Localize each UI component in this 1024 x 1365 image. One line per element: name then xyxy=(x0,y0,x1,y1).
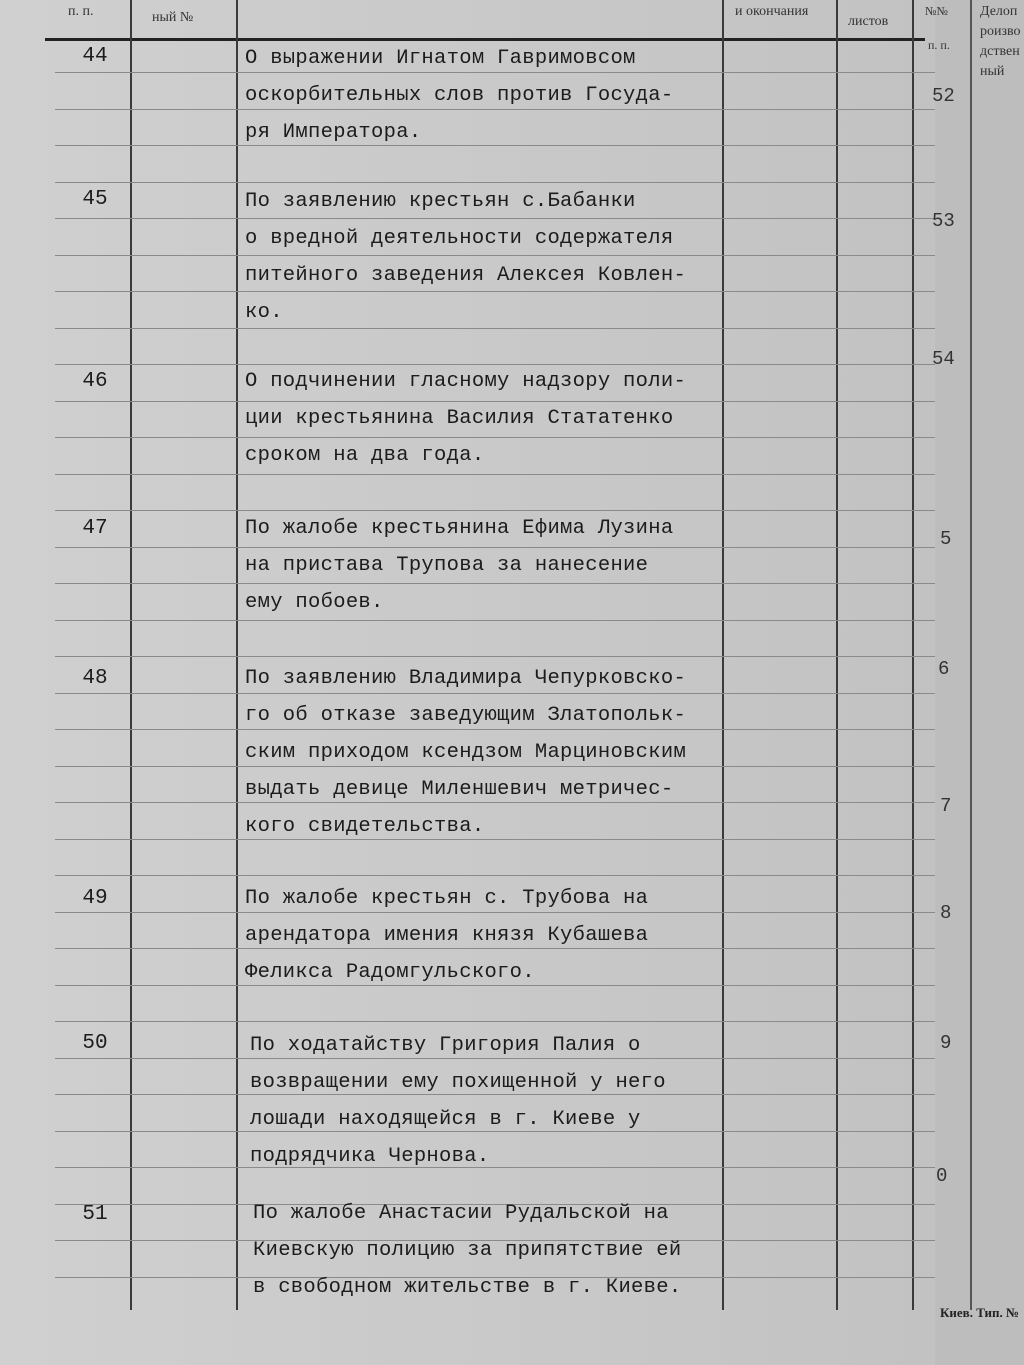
header-index: ный № xyxy=(152,10,194,25)
row-text: По ходатайству Григория Палия о возвращении ему похищенной у него лошади находящейся в г. Киеве у подрядчика Чернова. xyxy=(250,1034,666,1168)
row-text: О выражении Игнатом Гавримовсом оскорбительных слов против Госуда- ря Императора. xyxy=(245,47,674,144)
header-right-clerk: Делопроизводственный xyxy=(980,4,1021,79)
margin-number: 5 xyxy=(940,528,952,550)
header-num: п. п. xyxy=(68,4,94,19)
ruled-line xyxy=(55,474,935,475)
row-text: По жалобе крестьян с. Трубова на арендатора имения князя Кубашева Феликса Радомгульского. xyxy=(245,887,649,984)
row-number: 48 xyxy=(82,667,108,690)
column-divider xyxy=(970,0,972,1310)
header-right-num: №№ xyxy=(925,4,948,18)
row-text: По заявлению Владимира Чепурковско- го об отказе заведующим Златопольк- ским приходом ксендзом Марциновским выдать девице Миленшевич метричес- кого свидетельства. xyxy=(245,667,687,838)
underlying-page xyxy=(935,0,1024,1365)
margin-number: 7 xyxy=(940,795,952,817)
row-number: 46 xyxy=(82,370,108,393)
row-number: 44 xyxy=(82,45,108,68)
column-divider xyxy=(130,0,132,1310)
margin-number: 9 xyxy=(940,1032,952,1054)
row-text: О подчинении гласному надзору поли- ции крестьянина Василия Стататенко сроком на два года. xyxy=(245,370,687,467)
row-text: По жалобе крестьянина Ефима Лузина на пристава Трупова за нанесение ему побоев. xyxy=(245,517,674,614)
row-number: 50 xyxy=(82,1032,108,1055)
column-divider xyxy=(912,0,914,1310)
ruled-line xyxy=(55,1021,935,1022)
column-divider xyxy=(722,0,724,1310)
margin-number: 54 xyxy=(932,348,955,370)
header-sheets: листов xyxy=(848,14,889,29)
margin-number: 0 xyxy=(936,1165,948,1187)
printer-footer: Киев. Тип. № xyxy=(940,1305,1020,1320)
margin-number: 6 xyxy=(938,658,950,680)
ruled-line xyxy=(55,875,935,876)
row-number: 51 xyxy=(82,1203,108,1226)
margin-number: 52 xyxy=(932,85,955,107)
header-dates: и окончания xyxy=(735,4,809,19)
row-text: По заявлению крестьян с.Бабанки о вредной деятельности содержателя питейного заведения Алексея Ковлен- ко. xyxy=(245,190,687,324)
column-divider xyxy=(836,0,838,1310)
margin-number: 53 xyxy=(932,210,955,232)
row-text: По жалобе Анастасии Рудальской на Киевскую полицию за припятствие ей в свободном жительстве в г. Киеве. xyxy=(253,1202,682,1299)
margin-number: 8 xyxy=(940,902,952,924)
ruled-line xyxy=(55,656,935,657)
header-right-num2: п. п. xyxy=(928,38,950,52)
column-divider xyxy=(236,0,238,1310)
row-number: 49 xyxy=(82,887,108,910)
row-number: 45 xyxy=(82,188,108,211)
row-number: 47 xyxy=(82,517,108,540)
